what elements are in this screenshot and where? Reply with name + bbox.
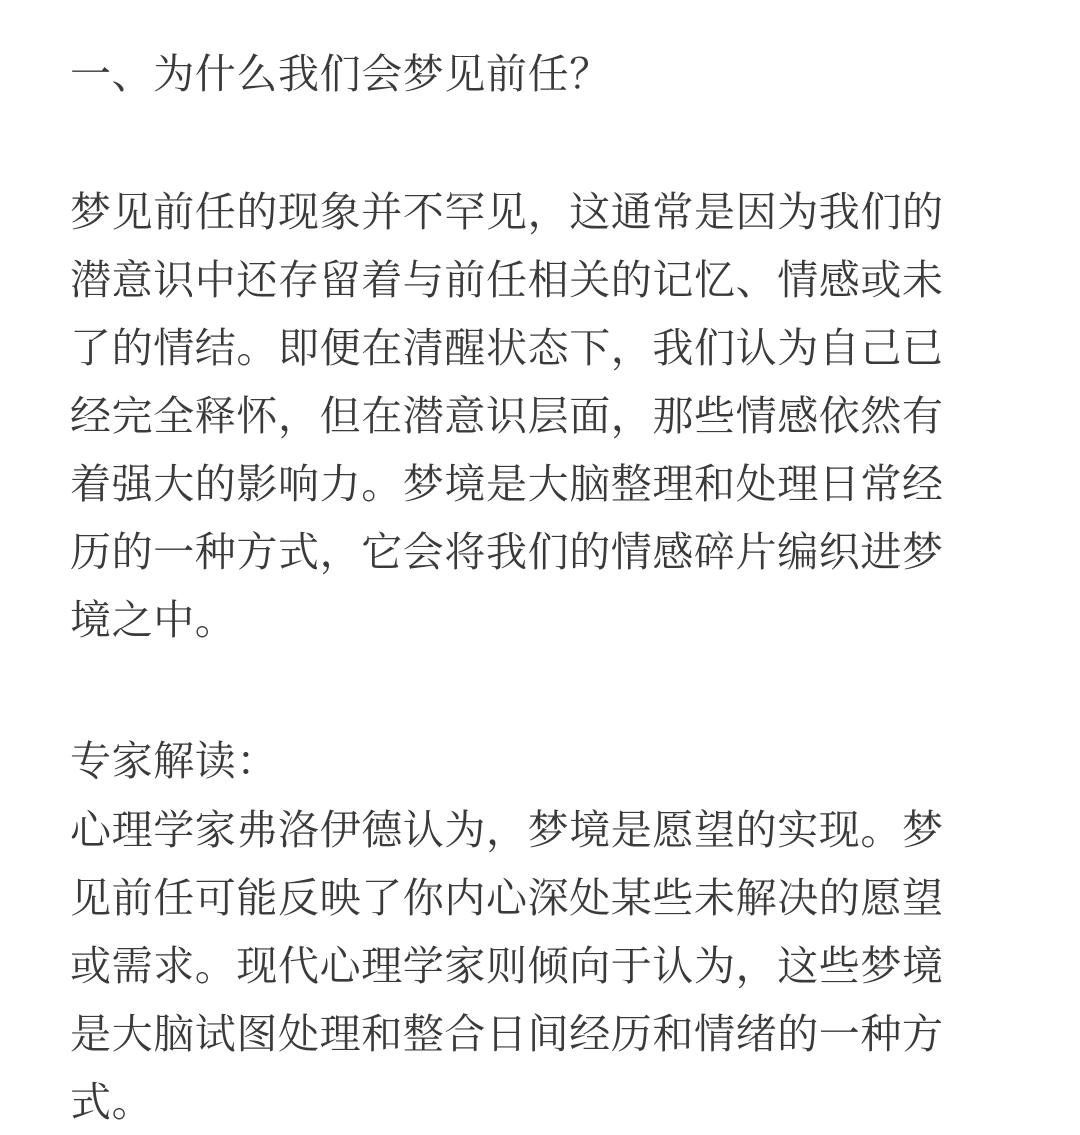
paragraph-line: 了的情结。即便在清醒状态下，我们认为自己已 bbox=[70, 324, 944, 372]
section-heading: 一、为什么我们会梦见前任？ bbox=[70, 50, 611, 98]
expert-label: 专家解读： bbox=[70, 737, 278, 785]
paragraph-line: 心理学家弗洛伊德认为，梦境是愿望的实现。梦 bbox=[70, 806, 944, 854]
paragraph-line: 是大脑试图处理和整合日间经历和情绪的一种方 bbox=[70, 1010, 944, 1058]
paragraph-line: 境之中。 bbox=[70, 596, 237, 644]
paragraph-line: 经完全释怀，但在潜意识层面，那些情感依然有 bbox=[70, 392, 944, 440]
paragraph-line: 潜意识中还存留着与前任相关的记忆、情感或未 bbox=[70, 256, 944, 304]
paragraph-line: 历的一种方式，它会将我们的情感碎片编织进梦 bbox=[70, 528, 944, 576]
paragraph-line: 梦见前任的现象并不罕见，这通常是因为我们的 bbox=[70, 188, 944, 236]
paragraph-line: 着强大的影响力。梦境是大脑整理和处理日常经 bbox=[70, 460, 944, 508]
paragraph-line: 式。 bbox=[70, 1078, 154, 1126]
paragraph-line: 或需求。现代心理学家则倾向于认为，这些梦境 bbox=[70, 942, 944, 990]
paragraph-line: 见前任可能反映了你内心深处某些未解决的愿望 bbox=[70, 874, 944, 922]
